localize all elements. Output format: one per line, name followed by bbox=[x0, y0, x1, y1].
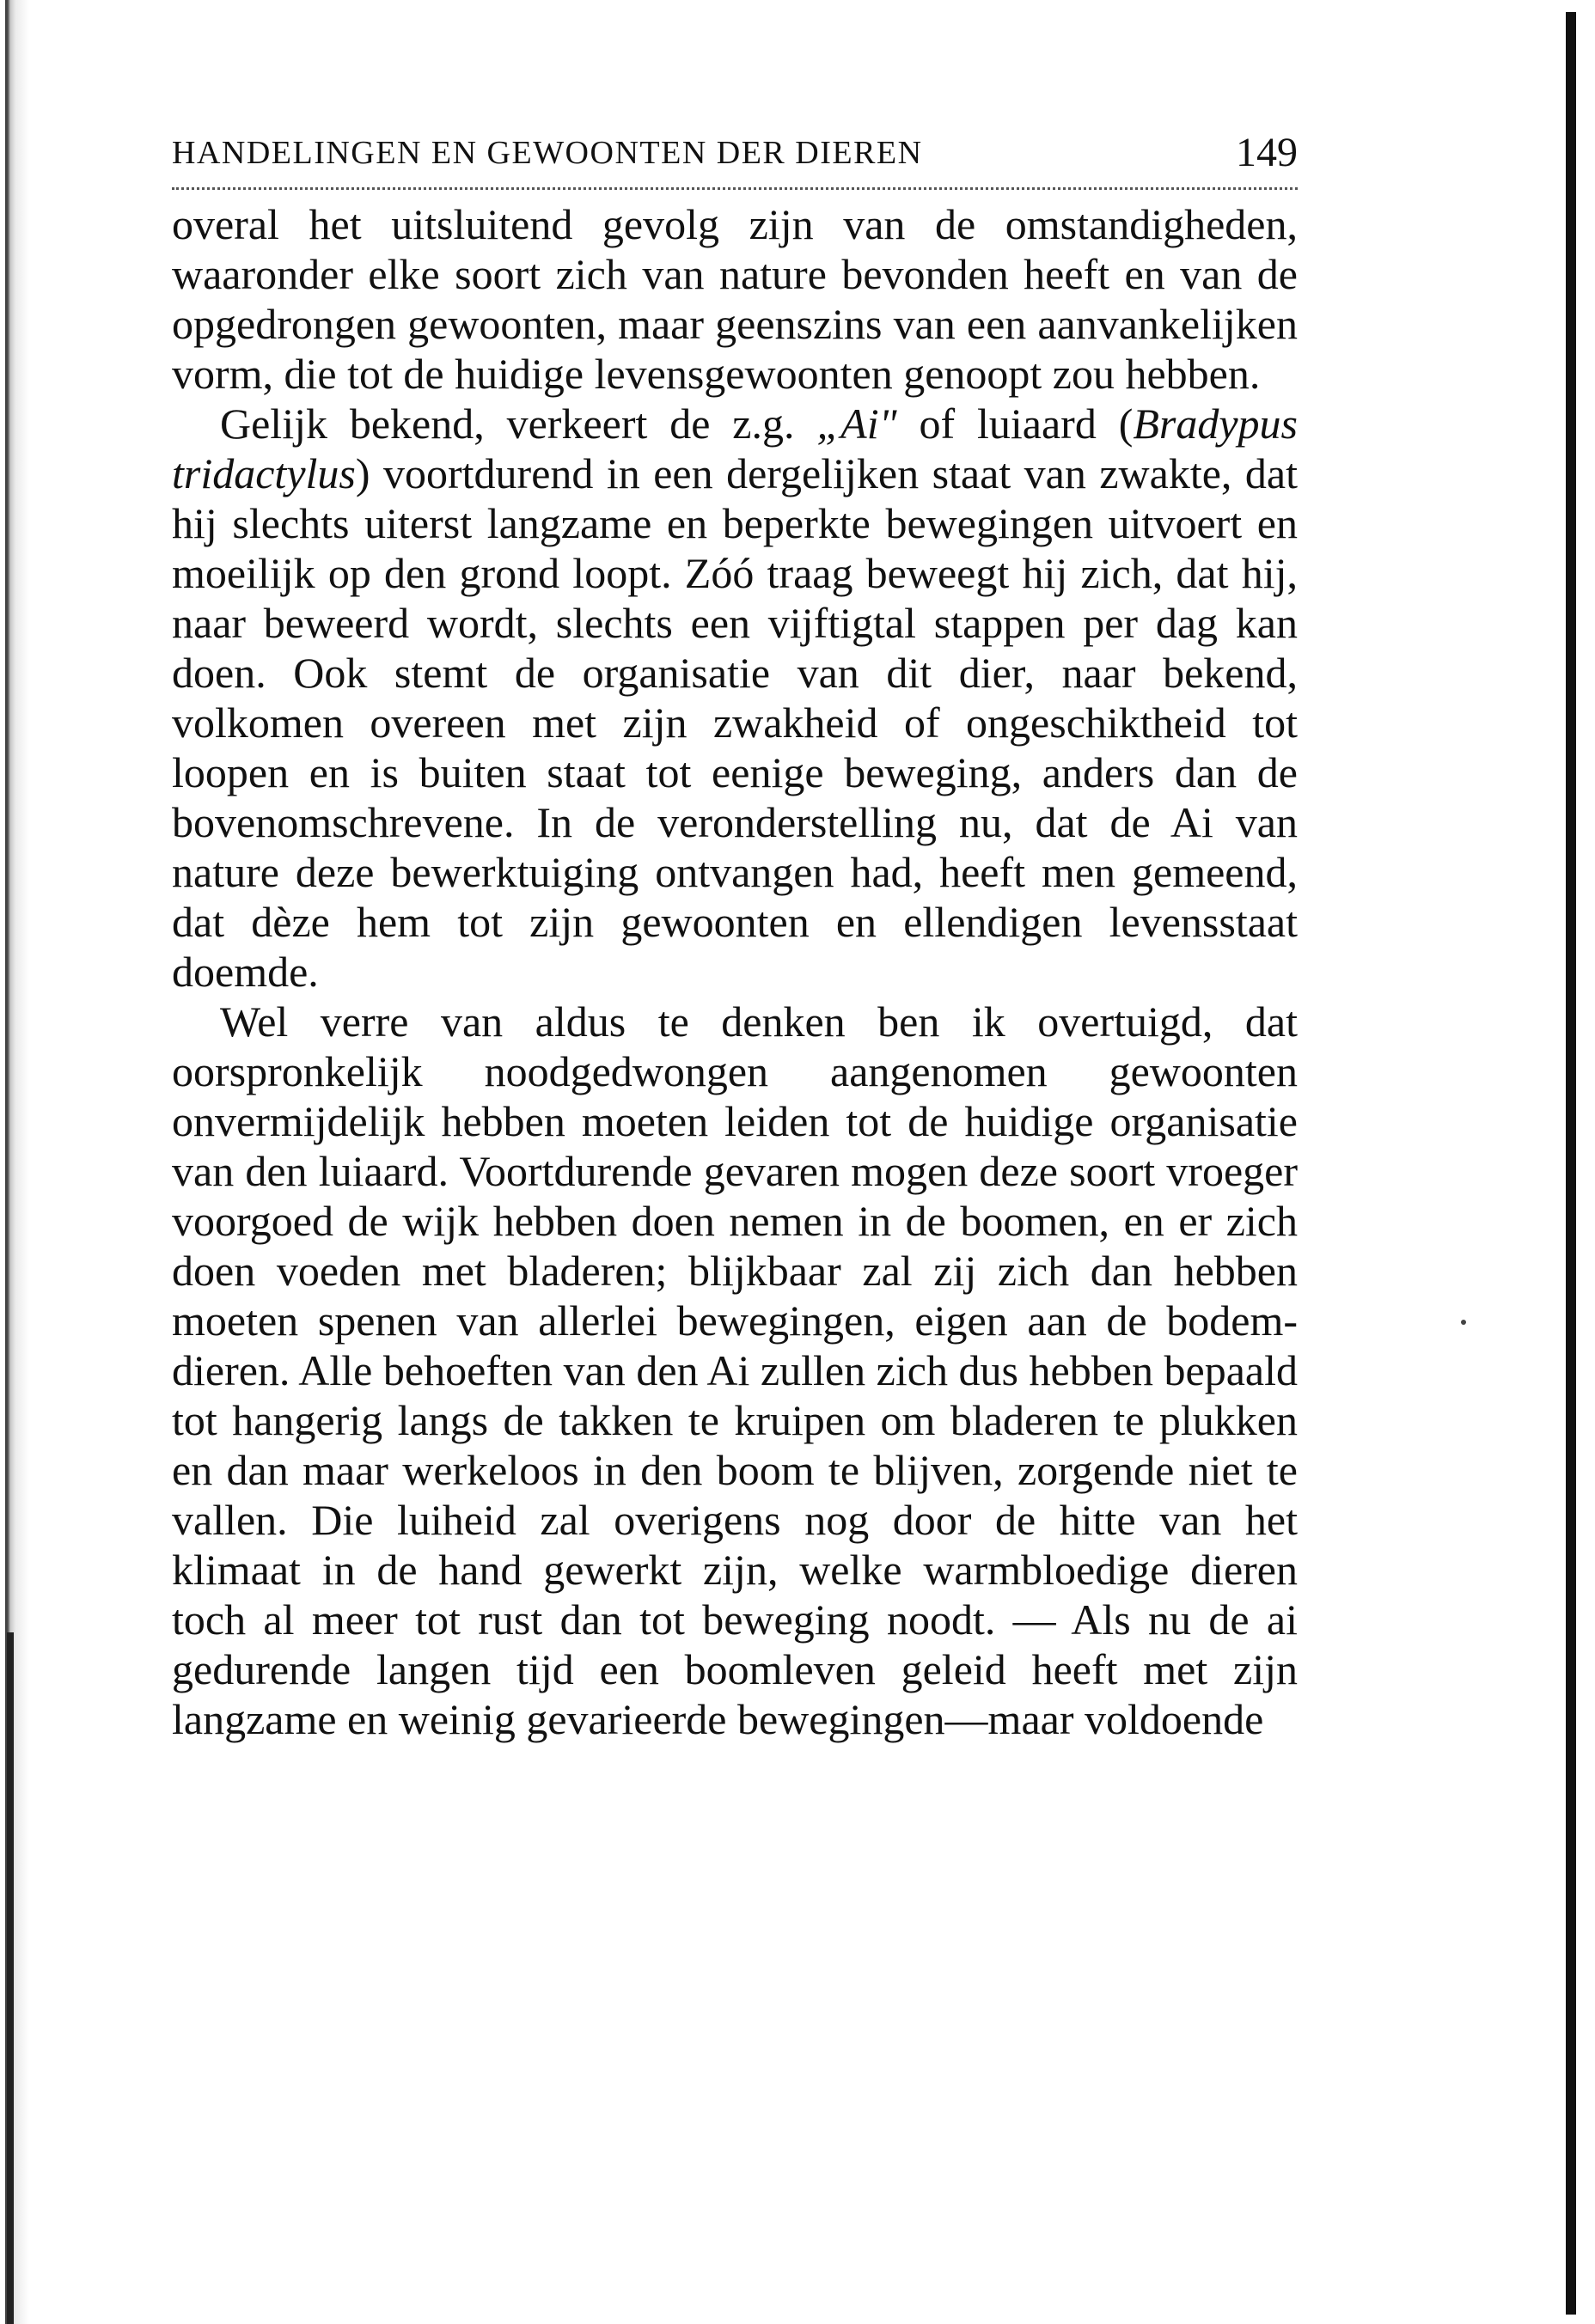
scan-edge-left-dark bbox=[7, 1632, 14, 2324]
page-number: 149 bbox=[1236, 130, 1298, 175]
paragraph-text: of luiaard ( bbox=[896, 400, 1134, 448]
header-dotted-rule bbox=[172, 187, 1298, 190]
book-page bbox=[172, 129, 1298, 1744]
paragraph-text: ) voortdurend in een dergelijken staat van zwakte, dat hij slechts uiterst langzame en beperkte bewegingen uitvoert en moeilijk op den grond loopt. Zóó traag beweegt hij zich, dat hij, naar beweerd wordt, slechts een vijftigtal stappen per dag kan doen. Ook stemt de organisatie van dit dier, naar bekend, volkomen overeen met zijn zwakheid of ongeschiktheid tot loopen en is buiten staat tot eenige beweging, anders dan de bovenomschrevene. In de veronderstelling nu, dat de Ai van nature deze bewerktuiging ontvangen had, heeft men gemeend, dat dèze hem tot zijn gewoonten en ellendigen levensstaat doemde. bbox=[172, 449, 1298, 996]
running-title: HANDELINGEN EN GEWOONTEN DER DIEREN bbox=[172, 135, 923, 171]
paragraph-text: Gelijk bekend, verkeert de z.g. bbox=[220, 400, 817, 448]
paragraph-ai-description bbox=[172, 399, 1298, 997]
italic-ai-name: „Ai" bbox=[816, 400, 897, 448]
scan-edge-right bbox=[1566, 12, 1576, 2315]
running-header bbox=[172, 129, 1298, 180]
body-text bbox=[172, 199, 1298, 1744]
italic-species-name: Bradypus tridactylus bbox=[172, 400, 1299, 497]
paragraph-habits-argument: Wel verre van aldus te denken ben ik overtuigd, dat oorspronkelijk noodgedwongen aangenomen gewoonten onvermijdelijk hebben moeten leiden tot de huidige organisatie van den luiaard. Voortdurende gevaren mogen deze soort vroeger voorgoed de wijk hebben doen nemen in de boomen, en er zich doen voeden met bladeren; blijkbaar zal zij zich dan hebben moeten spenen van allerlei bewegingen, eigen aan de bodem-dieren. Alle behoeften van den Ai zullen zich dus hebben bepaald tot hangerig langs de takken te kruipen om bladeren te plukken en dan maar werkeloos in den boom te blijven, zorgende niet te vallen. Die luiheid zal overigens nog door de hitte van het klimaat in de hand gewerkt zijn, welke warmbloedige dieren toch al meer tot rust dan tot beweging noodt. — Als nu de ai gedurende langen tijd een boomleven geleid heeft met zijn langzame en weinig gevarieerde bewegingen—maar voldoende bbox=[172, 997, 1298, 1743]
stray-ink-mark bbox=[1461, 1320, 1466, 1325]
paragraph-continuation: overal het uitsluitend gevolg zijn van de omstandigheden, waaronder elke soort zich van nature bevonden heeft en van de opgedrongen gewoonten, maar geenszins van een aanvankelijken vorm, die tot de huidige levensgewoonten genoopt zou hebben. bbox=[172, 200, 1298, 398]
